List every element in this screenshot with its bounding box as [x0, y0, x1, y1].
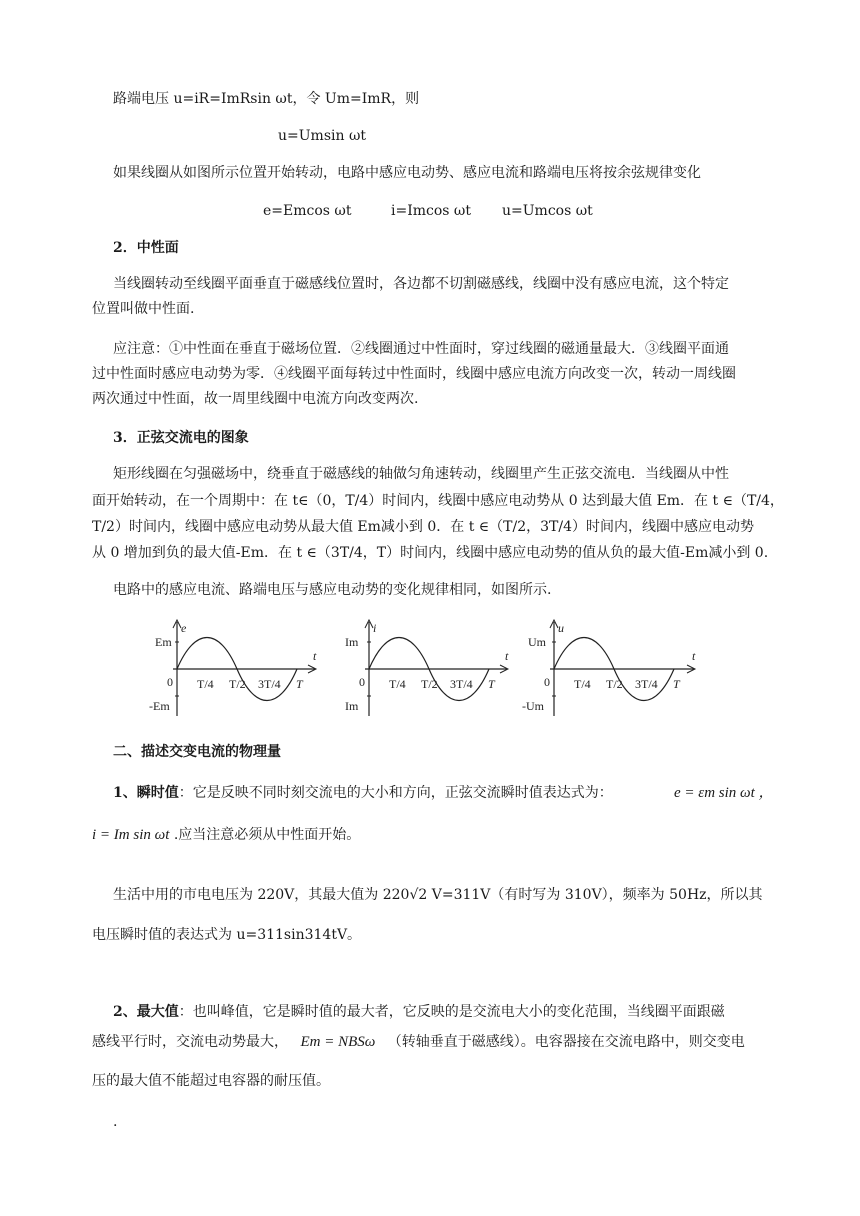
y-top-label: Em: [155, 635, 172, 649]
para-peak-1: [113, 1004, 725, 1020]
tick-t-half: T/2: [229, 677, 246, 691]
graph-current: [337, 618, 517, 720]
para-instant-line2: [92, 827, 360, 843]
formula-u-cos: u=Umcos ωt: [502, 203, 593, 219]
para-instantaneous: [113, 785, 613, 801]
formula-u: u=Umsin ωt: [278, 128, 366, 144]
y-top-label: Um: [528, 635, 546, 649]
y-bottom-label: -Em: [149, 699, 170, 713]
tick-t-quarter: T/4: [389, 677, 406, 691]
trailing-dot: .: [113, 1114, 118, 1130]
formula-e-cos: e=Emcos ωt: [263, 203, 352, 219]
peak-text-2a: 感线平行时，交流电动势最大，: [92, 1034, 288, 1050]
formula-em: Em = NBSω: [300, 1034, 376, 1050]
x-axis-label: t: [692, 649, 696, 663]
tick-t-three-quarter: 3T/4: [450, 677, 473, 691]
peak-text-1: ：也叫峰值，它是瞬时值的最大者，它反映的是交流电大小的变化范围，当线圈平面跟磁: [178, 1004, 725, 1020]
y-bottom-label: -Um: [522, 699, 544, 713]
formula-i-cos: i=Imcos ωt: [391, 203, 471, 219]
tick-t-quarter: T/4: [574, 677, 591, 691]
instant-note: .应当注意必须从中性面开始。: [169, 827, 361, 843]
tick-t-half: T/2: [606, 677, 623, 691]
instantaneous-text: ：它是反映不同时刻交流电的大小和方向，正弦交流瞬时值表达式为：: [178, 785, 613, 801]
para-peak-2: [92, 1034, 745, 1050]
para-period-4: 从 0 增加到负的最大值-Em．在 t ∈（3T/4，T）时间内，线圈中感应电动势的值从负的最大值-Em减小到 0.: [92, 545, 769, 561]
x-axis-label: t: [505, 649, 509, 663]
tick-t-half: T/2: [421, 677, 438, 691]
tick-t-three-quarter: 3T/4: [258, 677, 281, 691]
para-notes-3: 两次通过中性面，故一周里线圈中电流方向改变两次.: [92, 391, 419, 407]
graph-voltage: [522, 618, 712, 720]
tick-t-three-quarter: 3T/4: [635, 677, 658, 691]
tick-t-full: T: [488, 677, 495, 691]
y-bottom-label: Im: [345, 699, 359, 713]
graph-emf: [145, 618, 325, 720]
x-axis-label: t: [313, 649, 317, 663]
origin-label: 0: [359, 675, 365, 689]
y-axis-label: u: [558, 621, 564, 635]
peak-text-2b: （转轴垂直于磁感线）。电容器接在交流电路中，则交变电: [387, 1034, 745, 1050]
para-neutral-2: 位置叫做中性面.: [92, 301, 195, 317]
para-mains-2: 电压瞬时值的表达式为 u=311sin314tV。: [92, 927, 362, 943]
peak-label: 2、最大值: [113, 1004, 179, 1020]
para-mains-1: 生活中用的市电电压为 220V，其最大值为 220√2 V=311V（有时写为 310V），频率为 50Hz，所以其: [113, 887, 763, 903]
para-notes-1: 应注意：①中性面在垂直于磁场位置．②线圈通过中性面时，穿过线圈的磁通量最大．③线圈平面通: [113, 341, 729, 357]
para-same-law: 电路中的感应电流、路端电压与感应电动势的变化规律相同，如图所示.: [113, 582, 552, 598]
heading-neutral-plane: 2．中性面: [113, 240, 179, 256]
origin-label: 0: [544, 675, 550, 689]
tick-t-full: T: [296, 677, 303, 691]
para-period-1: 矩形线圈在匀强磁场中，绕垂直于磁感线的轴做匀角速转动，线圈里产生正弦交流电．当线圈从中性: [113, 466, 729, 482]
para-terminal-voltage: 路端电压 u=iR=ImRsin ωt，令 Um=ImR，则: [113, 91, 420, 107]
y-top-label: Im: [345, 635, 359, 649]
para-neutral-1: 当线圈转动至线圈平面垂直于磁感线位置时，各边都不切割磁感线，线圈中没有感应电流，这个特定: [113, 276, 729, 292]
formula-i-instant: i = Im sin ωt: [92, 827, 170, 843]
para-cosine: 如果线圈从如图所示位置开始转动，电路中感应电动势、感应电流和路端电压将按余弦规律变化: [113, 165, 701, 181]
origin-label: 0: [167, 675, 173, 689]
y-axis-label: e: [181, 621, 187, 635]
para-period-3: T/2）时间内，线圈中感应电动势从最大值 Em减小到 0．在 t ∈（T/2，3T/4）时间内，线圈中感应电动势: [92, 519, 754, 535]
tick-t-quarter: T/4: [197, 677, 214, 691]
instantaneous-label: 1、瞬时值: [113, 785, 179, 801]
para-notes-2: 过中性面时感应电动势为零．④线圈平面每转过中性面时，线圈中感应电流方向改变一次，转动一周线圈: [92, 366, 736, 382]
formula-e-instant: e = εm sin ωt ，: [674, 785, 774, 801]
heading-sine-graph: 3．正弦交流电的图象: [113, 430, 249, 446]
para-peak-3: 压的最大值不能超过电容器的耐压值。: [92, 1073, 330, 1089]
tick-t-full: T: [673, 677, 680, 691]
heading-physical-quantities: 二、描述交变电流的物理量: [113, 744, 281, 760]
para-period-2: 面开始转动，在一个周期中：在 t∈（0，T/4）时间内，线圈中感应电动势从 0 达到最大值 Em．在 t ∈（T/4，: [92, 493, 784, 509]
y-axis-label: i: [373, 621, 377, 635]
